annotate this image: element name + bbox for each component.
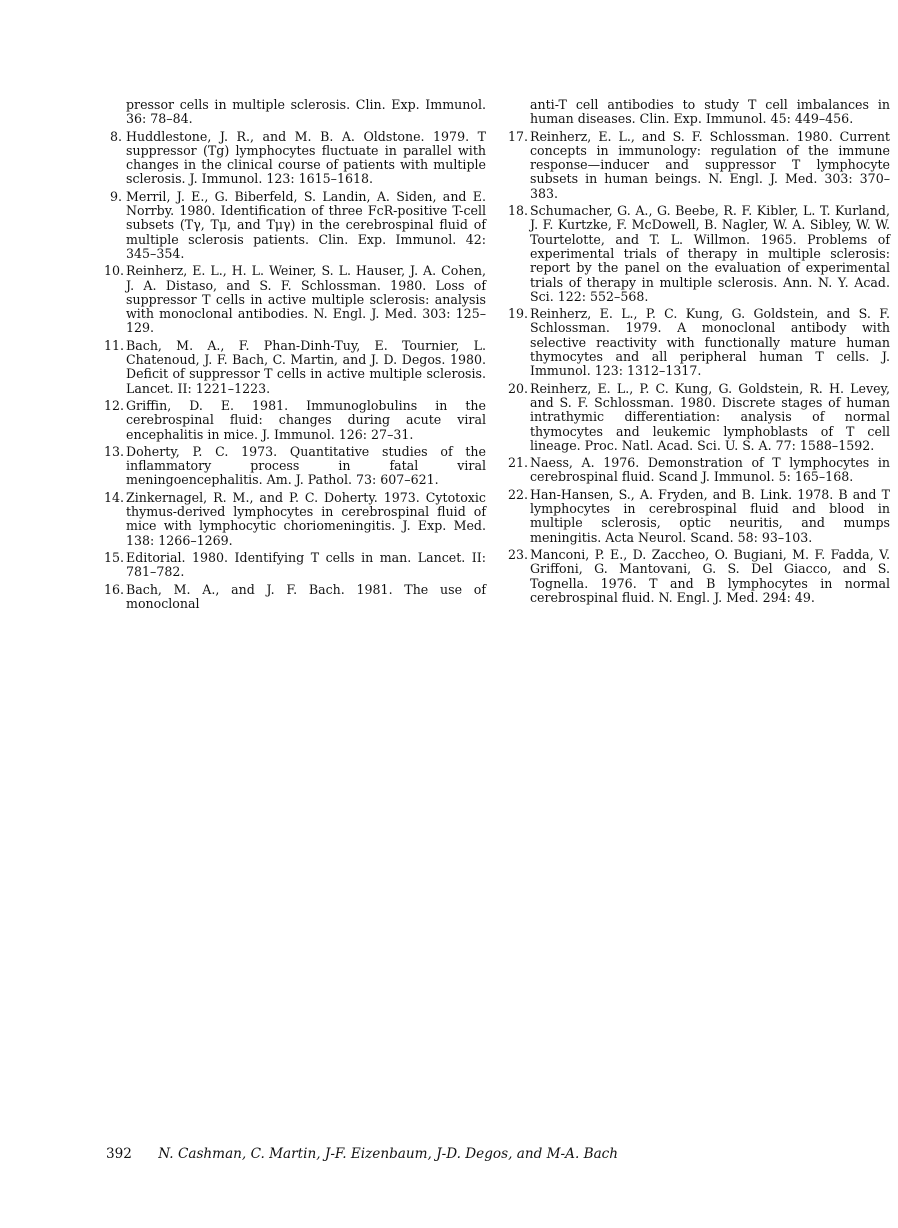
reference-text: Manconi, P. E., D. Zaccheo, O. Bugiani, M. F. Fadda, V. Griffoni, G. Mantovani, G. S. Del Giacco, and S. Tognella. 1976. T and B lymphocytes in normal cerebrospinal fluid. N. Engl. J. Med. 294: 49. [530, 546, 890, 605]
reference-text: Reinherz, E. L., P. C. Kung, G. Goldstein, and S. F. Schlossman. 1979. A monoclonal antibody with selective reactivity with functionally mature human thymocytes and all peripheral human T cells. J. Immunol. 123: 1312–1317. [530, 306, 890, 379]
reference-item [508, 456, 890, 485]
reference-item [508, 488, 890, 545]
reference-item [508, 382, 890, 453]
reference-text: Merril, J. E., G. Biberfeld, S. Landin, A. Siden, and E. Norrby. 1980. Identification of three FcR-positive T-cell subsets (Tγ, Tμ, and Tμγ) in the cerebrospinal fluid of multiple sclerosis patients. Clin. Exp. Immunol. 42: 345–354. [126, 188, 486, 261]
reference-item [508, 130, 890, 201]
reference-number: 22. [508, 486, 529, 502]
reference-number: 20. [508, 380, 529, 396]
reference-item [104, 399, 486, 442]
reference-item [104, 551, 486, 580]
reference-number: 14. [104, 489, 125, 505]
reference-text: Naess, A. 1976. Demonstration of T lymphocytes in cerebrospinal fluid. Scand J. Immunol. 5: 165–168. [530, 455, 890, 485]
reference-number: 13. [104, 443, 125, 459]
reference-text: Griffin, D. E. 1981. Immunoglobulins in the cerebrospinal fluid: changes during acute viral encephalitis in mice. J. Immunol. 126: 27–31. [126, 397, 486, 442]
reference-text: Zinkernagel, R. M., and P. C. Doherty. 1973. Cytotoxic thymus-derived lymphocytes in cerebrospinal fluid of mice with lymphocytic choriomeningitis. J. Exp. Med. 138: 1266–1269. [126, 489, 486, 548]
reference-text: Reinherz, E. L., H. L. Weiner, S. L. Hauser, J. A. Cohen, J. A. Distaso, and S. F. Schlossman. 1980. Loss of suppressor T cells in active multiple sclerosis: analysis with monoclonal antibodies. N. Engl. J. Med. 303: 125–129. [126, 263, 486, 336]
reference-text: pressor cells in multiple sclerosis. Clin. Exp. Immunol. 36: 78–84. [126, 97, 486, 127]
reference-item [508, 307, 890, 378]
reference-item [104, 491, 486, 548]
running-authors: N. Cashman, C. Martin, J-F. Eizenbaum, J-D. Degos, and M-A. Bach [158, 1146, 619, 1162]
reference-number: 11. [104, 337, 125, 353]
reference-item [104, 339, 486, 396]
reference-item [104, 583, 486, 612]
reference-text: Editorial. 1980. Identifying T cells in man. Lancet. II: 781–782. [126, 549, 486, 580]
reference-item [508, 98, 890, 127]
reference-text: Schumacher, G. A., G. Beebe, R. F. Kibler, L. T. Kurland, J. F. Kurtzke, F. McDowell, B. Nagler, W. A. Sibley, W. W. Tourtelotte, and T. L. Willmon. 1965. Problems of experimental trials of therapy in multiple sclerosis: report by the panel on the evaluation of experimental trials of therapy in multiple sclerosis. Ann. N. Y. Acad. Sci. 122: 552–568. [530, 203, 890, 304]
reference-text: Bach, M. A., F. Phan-Dinh-Tuy, E. Tournier, L. Chatenoud, J. F. Bach, C. Martin, and J. D. Degos. 1980. Deficit of suppressor T cells in active multiple sclerosis. Lancet. II: 1221–1223. [126, 337, 486, 396]
references-left-column [104, 98, 486, 614]
reference-item [508, 204, 890, 304]
reference-number: 15. [104, 549, 125, 565]
reference-number: 17. [508, 128, 529, 144]
reference-text: Reinherz, E. L., P. C. Kung, G. Goldstein, R. H. Levey, and S. F. Schlossman. 1980. Discrete stages of human intrathymic differentiation: analysis of normal thymocytes and leukemic lymphoblasts of T cell lineage. Proc. Natl. Acad. Sci. U. S. A. 77: 1588–1592. [530, 380, 890, 453]
reference-number: 19. [508, 306, 529, 322]
page-number: 392 [106, 1146, 132, 1162]
page-footer [106, 1146, 726, 1162]
reference-number: 9. [109, 188, 122, 204]
reference-item [104, 264, 486, 335]
reference-number: 18. [508, 203, 529, 219]
reference-number: 10. [104, 263, 125, 279]
reference-item [104, 130, 486, 187]
reference-text: Huddlestone, J. R., and M. B. A. Oldstone. 1979. T suppressor (Tg) lymphocytes fluctuate in parallel with changes in the clinical course of patients with multiple sclerosis. J. Immunol. 123: 1615–1618. [126, 128, 486, 187]
reference-number: 21. [508, 455, 529, 471]
references-right-column [508, 98, 890, 608]
reference-number: 23. [508, 546, 529, 562]
reference-text: Han-Hansen, S., A. Fryden, and B. Link. 1978. B and T lymphocytes in cerebrospinal fluid and blood in multiple sclerosis, optic neuritis, and mumps meningitis. Acta Neurol. Scand. 58: 93–103. [530, 486, 890, 545]
reference-item [508, 548, 890, 605]
reference-item [104, 190, 486, 261]
reference-item [104, 445, 486, 488]
reference-item [104, 98, 486, 127]
reference-text: anti-T cell antibodies to study T cell imbalances in human diseases. Clin. Exp. Immunol. 45: 449–456. [530, 97, 890, 127]
reference-text: Doherty, P. C. 1973. Quantitative studies of the inflammatory process in fatal viral meningoencephalitis. Am. J. Pathol. 73: 607–621. [126, 443, 486, 488]
reference-text: Bach, M. A., and J. F. Bach. 1981. The use of monoclonal [126, 581, 486, 611]
reference-number: 16. [104, 581, 125, 597]
reference-number: 8. [109, 128, 122, 144]
reference-text: Reinherz, E. L., and S. F. Schlossman. 1980. Current concepts in immunology: regulation of the immune response—inducer and suppressor T lymphocyte subsets in human beings. N. Engl. J. Med. 303: 370–383. [530, 128, 890, 201]
reference-number: 12. [104, 397, 125, 413]
